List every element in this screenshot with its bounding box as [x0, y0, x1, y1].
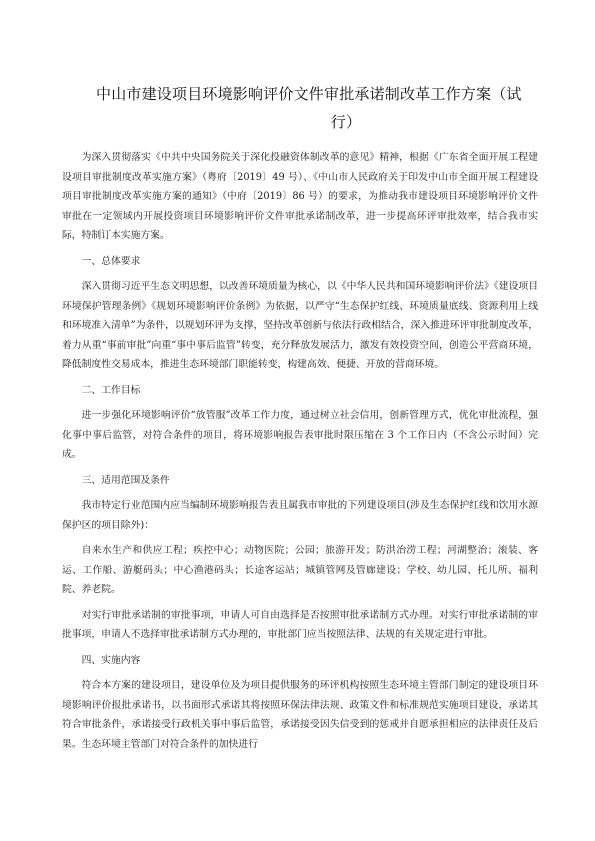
section-heading-scope: 三、适用范围及条件 — [81, 474, 170, 486]
document-body — [62, 148, 538, 760]
document-title — [96, 80, 556, 136]
scope-paragraph: 我市特定行业范围内应当编制环境影响报告表且属我市审批的下列建设项目(涉及生态保护红线和饮用水源保护区的项目除外)： — [62, 500, 538, 531]
section-heading-general: 一、总体要求 — [81, 255, 141, 267]
title-line-2: 行） — [330, 113, 362, 131]
section-heading-goals: 二、工作目标 — [81, 384, 141, 396]
scope-choice-paragraph: 对实行审批承诺制的审批事项，申请人可自由选择是否按照审批承诺制方式办理。对实行审批承诺制的审批事项，申请人不选择审批承诺制方式办理的，审批部门应当按照法律、法规的有关规定进行审批。 — [62, 609, 538, 640]
project-type-list: 自来水生产和供应工程；疾控中心；动物医院；公园；旅游开发；防洪治涝工程；河湖整治；滚装、客运、工作船、游艇码头；中心渔港码头；长途客运站；城镇管网及管廊建设；学校、幼儿园、托儿所、福利院、养老院。 — [62, 545, 538, 595]
title-line-1: 中山市建设项目环境影响评价文件审批承诺制改革工作方案（试 — [96, 85, 522, 103]
general-requirements-paragraph: 深入贯彻习近平生态文明思想，以改善环境质量为核心，以《中华人民共和国环境影响评价法》《建设项目环境保护管理条例》《规划环境影响评价条例》为依据，以严守“生态保护红线、环境质量底线、资源利用上线和环境准入清单”为条件，以规划环评为支撑，坚持改革创新与依法行政相结合，深入推进环评审批制度改革，着力从重“事前审批”向重“事中事后监管”转变，充分释放发展活力，激发有效投资空间，创造公平营商环境，降低制度性交易成本，推进生态环境部门职能转变，构建高效、便捷、开放的营商环境。 — [62, 281, 538, 370]
intro-paragraph: 为深入贯彻落实《中共中央国务院关于深化投融资体制改革的意见》精神，根据《广东省全面开展工程建设项目审批制度改革实施方案》（粤府〔2019〕49 号）、《中山市人民政府关于印发中山市全面开展工程建设项目审批制度改革实施方案的通知》（中府〔2019〕86 号）的要求，为推动我市建设项目环境影响评价文件审批在一定领域内开展投资项目环境影响评价文件审批承诺制改革，进一步提高环评审批效率，结合我市实际，特制订本实施方案。 — [62, 152, 538, 241]
goals-paragraph: 进一步强化环境影响评价“放管服”改革工作力度，通过树立社会信用，创新管理方式，优化审批流程，强化事中事后监管，对符合条件的项目，将环境影响报告表审批时限压缩在 3 个工作日内（不含公示时间）完成。 — [62, 410, 538, 460]
implementation-paragraph: 符合本方案的建设项目，建设单位及为项目提供服务的环评机构按照生态环境主管部门制定的建设项目环境影响评价报批承诺书，以书面形式承诺其将按照环保法律法规、政策文件和标准规范实施项目建设，承诺其符合审批条件，承诺接受行政机关事中事后监管，承诺接受因失信受到的惩戒并自愿承担相应的法律责任及后果。生态环境主管部门对符合条件的加快进行 — [62, 680, 538, 750]
section-heading-implementation: 四、实施内容 — [81, 654, 141, 666]
